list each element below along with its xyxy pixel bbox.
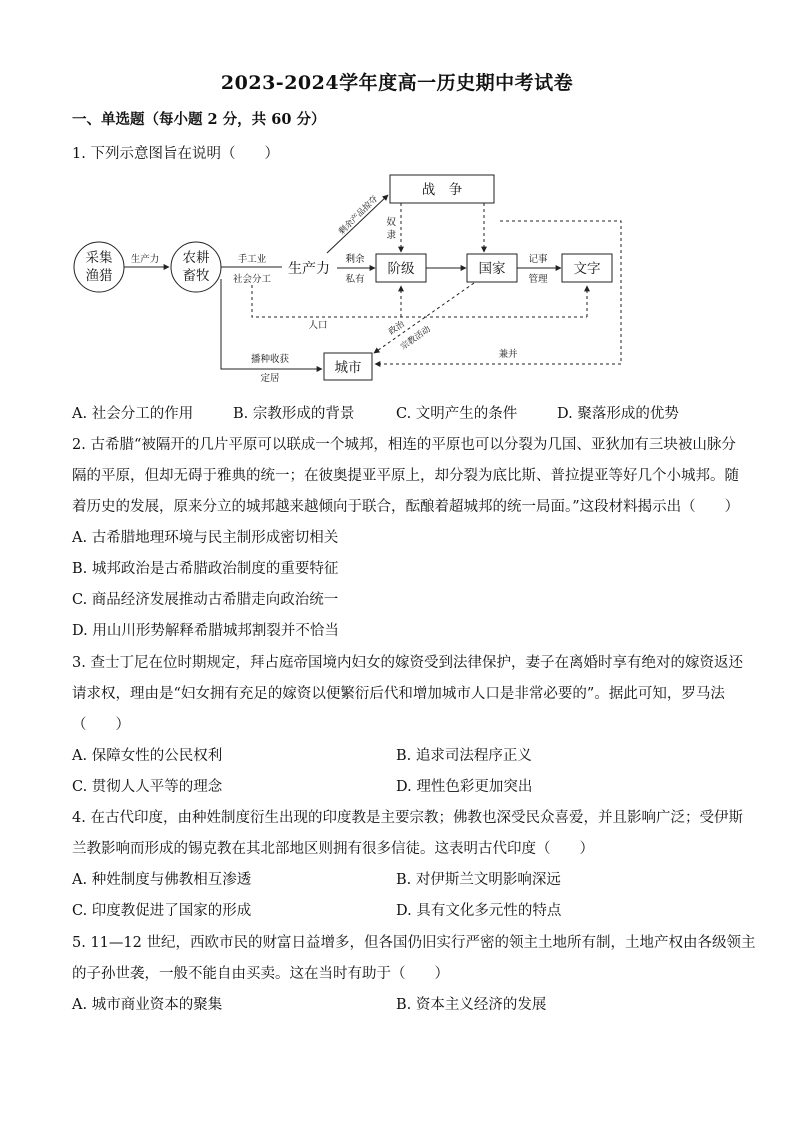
- renkou-label: 人口: [308, 320, 328, 331]
- q4-stem-line-1: 4. 在古代印度，由种姓制度衍生出现的印度教是主要宗教；佛教也深受民众喜爱，并且影响广泛；受伊斯: [72, 810, 743, 826]
- nonggeng-text-2: 畜牧: [182, 268, 210, 284]
- nuli-text-2: 隶: [386, 230, 396, 241]
- q3-option-b[interactable]: B. 追求司法程序正义: [396, 748, 532, 764]
- q5-stem-line-2: 的子孙世袭，一般不能自由买卖。这在当时有助于（ ）: [72, 966, 449, 982]
- wenzi-text: 文字: [573, 261, 601, 277]
- bozhong-label: 播种收获: [250, 354, 290, 365]
- q2-stem-line-3: 着历史的发展，原来分立的城邦越来越倾向于联合，酝酿着超城邦的统一局面。”这段材料揭示出（ ）: [72, 499, 740, 515]
- q2-option-a[interactable]: A. 古希腊地理环境与民主制形成密切相关: [72, 530, 339, 546]
- q1-option-a[interactable]: A. 社会分工的作用: [72, 406, 194, 422]
- q2-stem-line-2: 隔的平原，但却无碍于雅典的统一；在彼奥提亚平原上，却分裂为底比斯、普拉提亚等好几个小城邦。随: [72, 468, 739, 484]
- guanli-label: 管理: [528, 274, 548, 285]
- q1-diagram: [0, 165, 794, 395]
- zongjiao-label: 宗教活动: [399, 324, 433, 353]
- caiji-text-1: 采集: [85, 250, 113, 266]
- q5-option-b[interactable]: B. 资本主义经济的发展: [396, 997, 547, 1013]
- shehuifengong-label: 社会分工: [232, 274, 272, 285]
- q4-option-d[interactable]: D. 具有文化多元性的特点: [396, 903, 562, 919]
- q3-option-c[interactable]: C. 贯彻人人平等的理念: [72, 779, 223, 795]
- q1-stem: 1. 下列示意图旨在说明（ ）: [72, 146, 279, 162]
- q5-stem-line-1: 5. 11—12 世纪，西欧市民的财富日益增多，但各国仍旧实行严密的领主土地所有制，土地产权由各级领主: [72, 935, 756, 951]
- siyou-label: 私有: [345, 274, 365, 285]
- q4-option-b[interactable]: B. 对伊斯兰文明影响深远: [396, 872, 561, 888]
- guojia-text: 国家: [478, 261, 506, 277]
- q4-stem-line-2: 兰教影响而形成的锡克教在其北部地区则拥有很多信徒。这表明古代印度（ ）: [72, 841, 594, 857]
- q3-option-a[interactable]: A. 保障女性的公民权利: [72, 748, 223, 764]
- q2-option-d[interactable]: D. 用山川形势解释希腊城邦割裂并不恰当: [72, 623, 339, 639]
- q1-option-c[interactable]: C. 文明产生的条件: [396, 406, 518, 422]
- q4-option-c[interactable]: C. 印度教促进了国家的形成: [72, 903, 252, 919]
- nonggeng-text-1: 农耕: [182, 250, 210, 266]
- jianbing-label: 兼并: [498, 349, 518, 360]
- shougongye-label: 手工业: [237, 254, 267, 265]
- q5-option-a[interactable]: A. 城市商业资本的聚集: [72, 997, 223, 1013]
- caiji-text-2: 渔猎: [85, 268, 113, 284]
- q3-option-d[interactable]: D. 理性色彩更加突出: [396, 779, 533, 795]
- page-title: 2023-2024学年度高一历史期中考试卷: [220, 72, 574, 94]
- q2-option-c[interactable]: C. 商品经济发展推动古希腊走向政治统一: [72, 592, 339, 608]
- shengchanli-text: 生产力: [288, 261, 330, 277]
- section-heading: 一、单选题（每小题 2 分，共 60 分）: [72, 111, 326, 128]
- q3-stem-line-1: 3. 查士丁尼在位时期规定，拜占庭帝国境内妇女的嫁资受到法律保护，妻子在离婚时享有绝对的嫁资返还: [72, 655, 743, 671]
- q3-stem-line-3: （ ）: [72, 717, 130, 733]
- zhanzheng-text: 战 争: [421, 182, 463, 198]
- jishi-label: 记事: [528, 254, 548, 265]
- q1-option-b[interactable]: B. 宗教形成的背景: [233, 406, 355, 422]
- shengyu-product-label: 剩余产品掠夺: [337, 194, 381, 238]
- jieji-text: 阶级: [387, 261, 415, 277]
- nuli-text-1: 奴: [386, 217, 396, 228]
- zhengzhi-label: 政治: [387, 319, 407, 338]
- shengchanlian-label: 生产力: [130, 254, 160, 265]
- q2-option-b[interactable]: B. 城邦政治是古希腊政治制度的重要特征: [72, 561, 339, 577]
- q2-stem-line-1: 2. 古希腊“被隔开的几片平原可以联成一个城邦，相连的平原也可以分裂为几国、亚狄加有三块被山脉分: [72, 437, 736, 453]
- q4-option-a[interactable]: A. 种姓制度与佛教相互渗透: [72, 872, 252, 888]
- q3-stem-line-2: 请求权，理由是“妇女拥有充足的嫁资以便繁衍后代和增加城市人口是非常必要的”。据此可知，罗马法: [72, 686, 725, 702]
- dingju-label: 定居: [260, 373, 280, 384]
- chengshi-text: 城市: [334, 360, 362, 376]
- shengyu-label: 剩余: [345, 254, 365, 265]
- q1-option-d[interactable]: D. 聚落形成的优势: [557, 406, 679, 422]
